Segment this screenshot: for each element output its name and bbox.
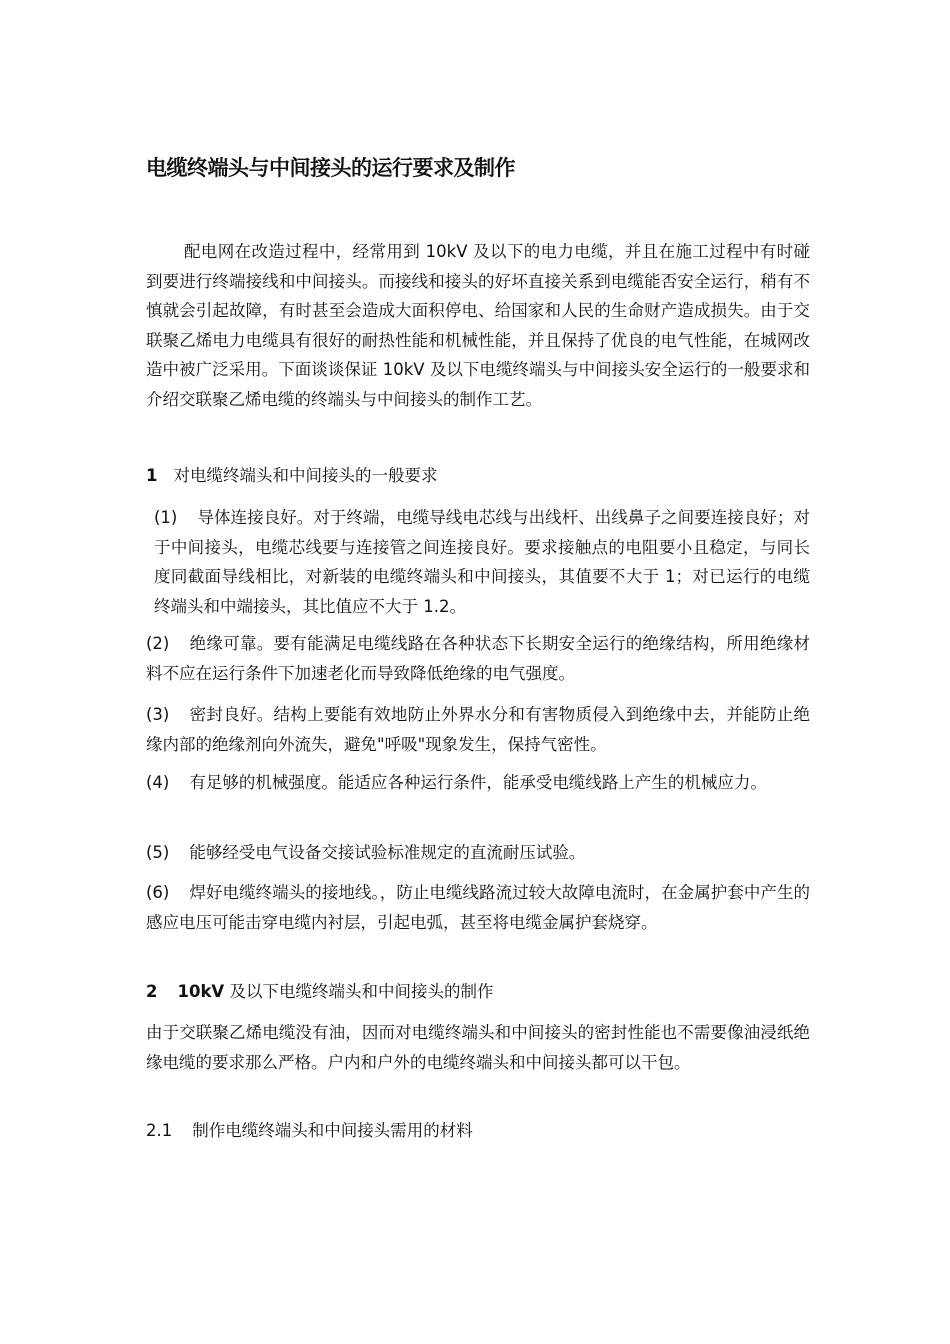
item-5-text: 能够经受电气设备交接试验标准规定的直流耐压试验。 xyxy=(189,843,586,862)
section-1-number: 1 xyxy=(146,466,158,485)
section-2-voltage: 10kV xyxy=(177,982,225,1001)
section-2-1-title: 制作电缆终端头和中间接头需用的材料 xyxy=(192,1121,473,1140)
section-1-heading xyxy=(146,461,810,491)
requirement-item-6 xyxy=(146,878,810,937)
item-2-label: (2) xyxy=(146,634,170,653)
item-5-label: (5) xyxy=(146,843,170,862)
requirement-item-1 xyxy=(146,503,810,621)
intro-paragraph: 配电网在改造过程中，经常用到 10kV 及以下的电力电缆，并且在施工过程中有时碰到要进行终端接线和中间接头。而接线和接头的好坏直接关系到电缆能否安全运行，稍有不慎就会引起故障，有时甚至会造成大面积停电、给国家和人民的生命财产造成损失。由于交联聚乙烯电力电缆具有很好的耐热性能和机械性能，并且保持了优良的电气性能，在城网改造中被广泛采用。下面谈谈保证 10kV 及以下电缆终端头与中间接头安全运行的一般要求和介绍交联聚乙烯电缆的终端头与中间接头的制作工艺。 xyxy=(146,242,810,409)
item-4-label: (4) xyxy=(146,773,170,792)
requirement-item-2 xyxy=(146,629,810,688)
item-2-text: 绝缘可靠。要有能满足电缆线路在各种状态下长期安全运行的绝缘结构，所用绝缘材料不应在运行条件下加速老化而导致降低绝缘的电气强度。 xyxy=(146,634,810,683)
section-2-1-heading xyxy=(146,1116,810,1146)
item-3-text: 密封良好。结构上要能有效地防止外界水分和有害物质侵入到绝缘中去，并能防止绝缘内部的绝缘剂向外流失，避免"呼吸"现象发生，保持气密性。 xyxy=(146,705,810,754)
item-1-label: (1) xyxy=(154,508,178,527)
document-title: 电缆终端头与中间接头的运行要求及制作 xyxy=(146,156,515,180)
section-2-1-number: 2.1 xyxy=(146,1121,173,1140)
section-2-heading xyxy=(146,977,810,1007)
item-4-text: 有足够的机械强度。能适应各种运行条件，能承受电缆线路上产生的机械应力。 xyxy=(189,773,767,792)
requirement-item-4 xyxy=(146,768,810,798)
item-6-text: 焊好电缆终端头的接地线。，防止电缆线路流过较大故障电流时，在金属护套中产生的感应电压可能击穿电缆内衬层，引起电弧，甚至将电缆金属护套烧穿。 xyxy=(146,883,810,932)
item-1-text: 导体连接良好。对于终端，电缆导线电芯线与出线杆、出线鼻子之间要连接良好；对于中间接头，电缆芯线要与连接管之间连接良好。要求接触点的电阻要小且稳定，与同长度同截面导线相比，对新装的电缆终端头和中间接头，其值要不大于 1；对已运行的电缆终端头和中端接头，其比值应不大于 1.2。 xyxy=(154,508,810,616)
section-1-title: 对电缆终端头和中间接头的一般要求 xyxy=(173,466,438,485)
requirement-item-5 xyxy=(146,838,810,868)
item-6-label: (6) xyxy=(146,883,170,902)
section-2-title: 及以下电缆终端头和中间接头的制作 xyxy=(229,982,494,1001)
item-3-label: (3) xyxy=(146,705,170,724)
section-2-number: 2 xyxy=(146,982,158,1001)
requirement-item-3 xyxy=(146,700,810,759)
section-2-body: 由于交联聚乙烯电缆没有油，因而对电缆终端头和中间接头的密封性能也不需要像油浸纸绝缘电缆的要求那么严格。户内和户外的电缆终端头和中间接头都可以干包。 xyxy=(146,1023,810,1072)
